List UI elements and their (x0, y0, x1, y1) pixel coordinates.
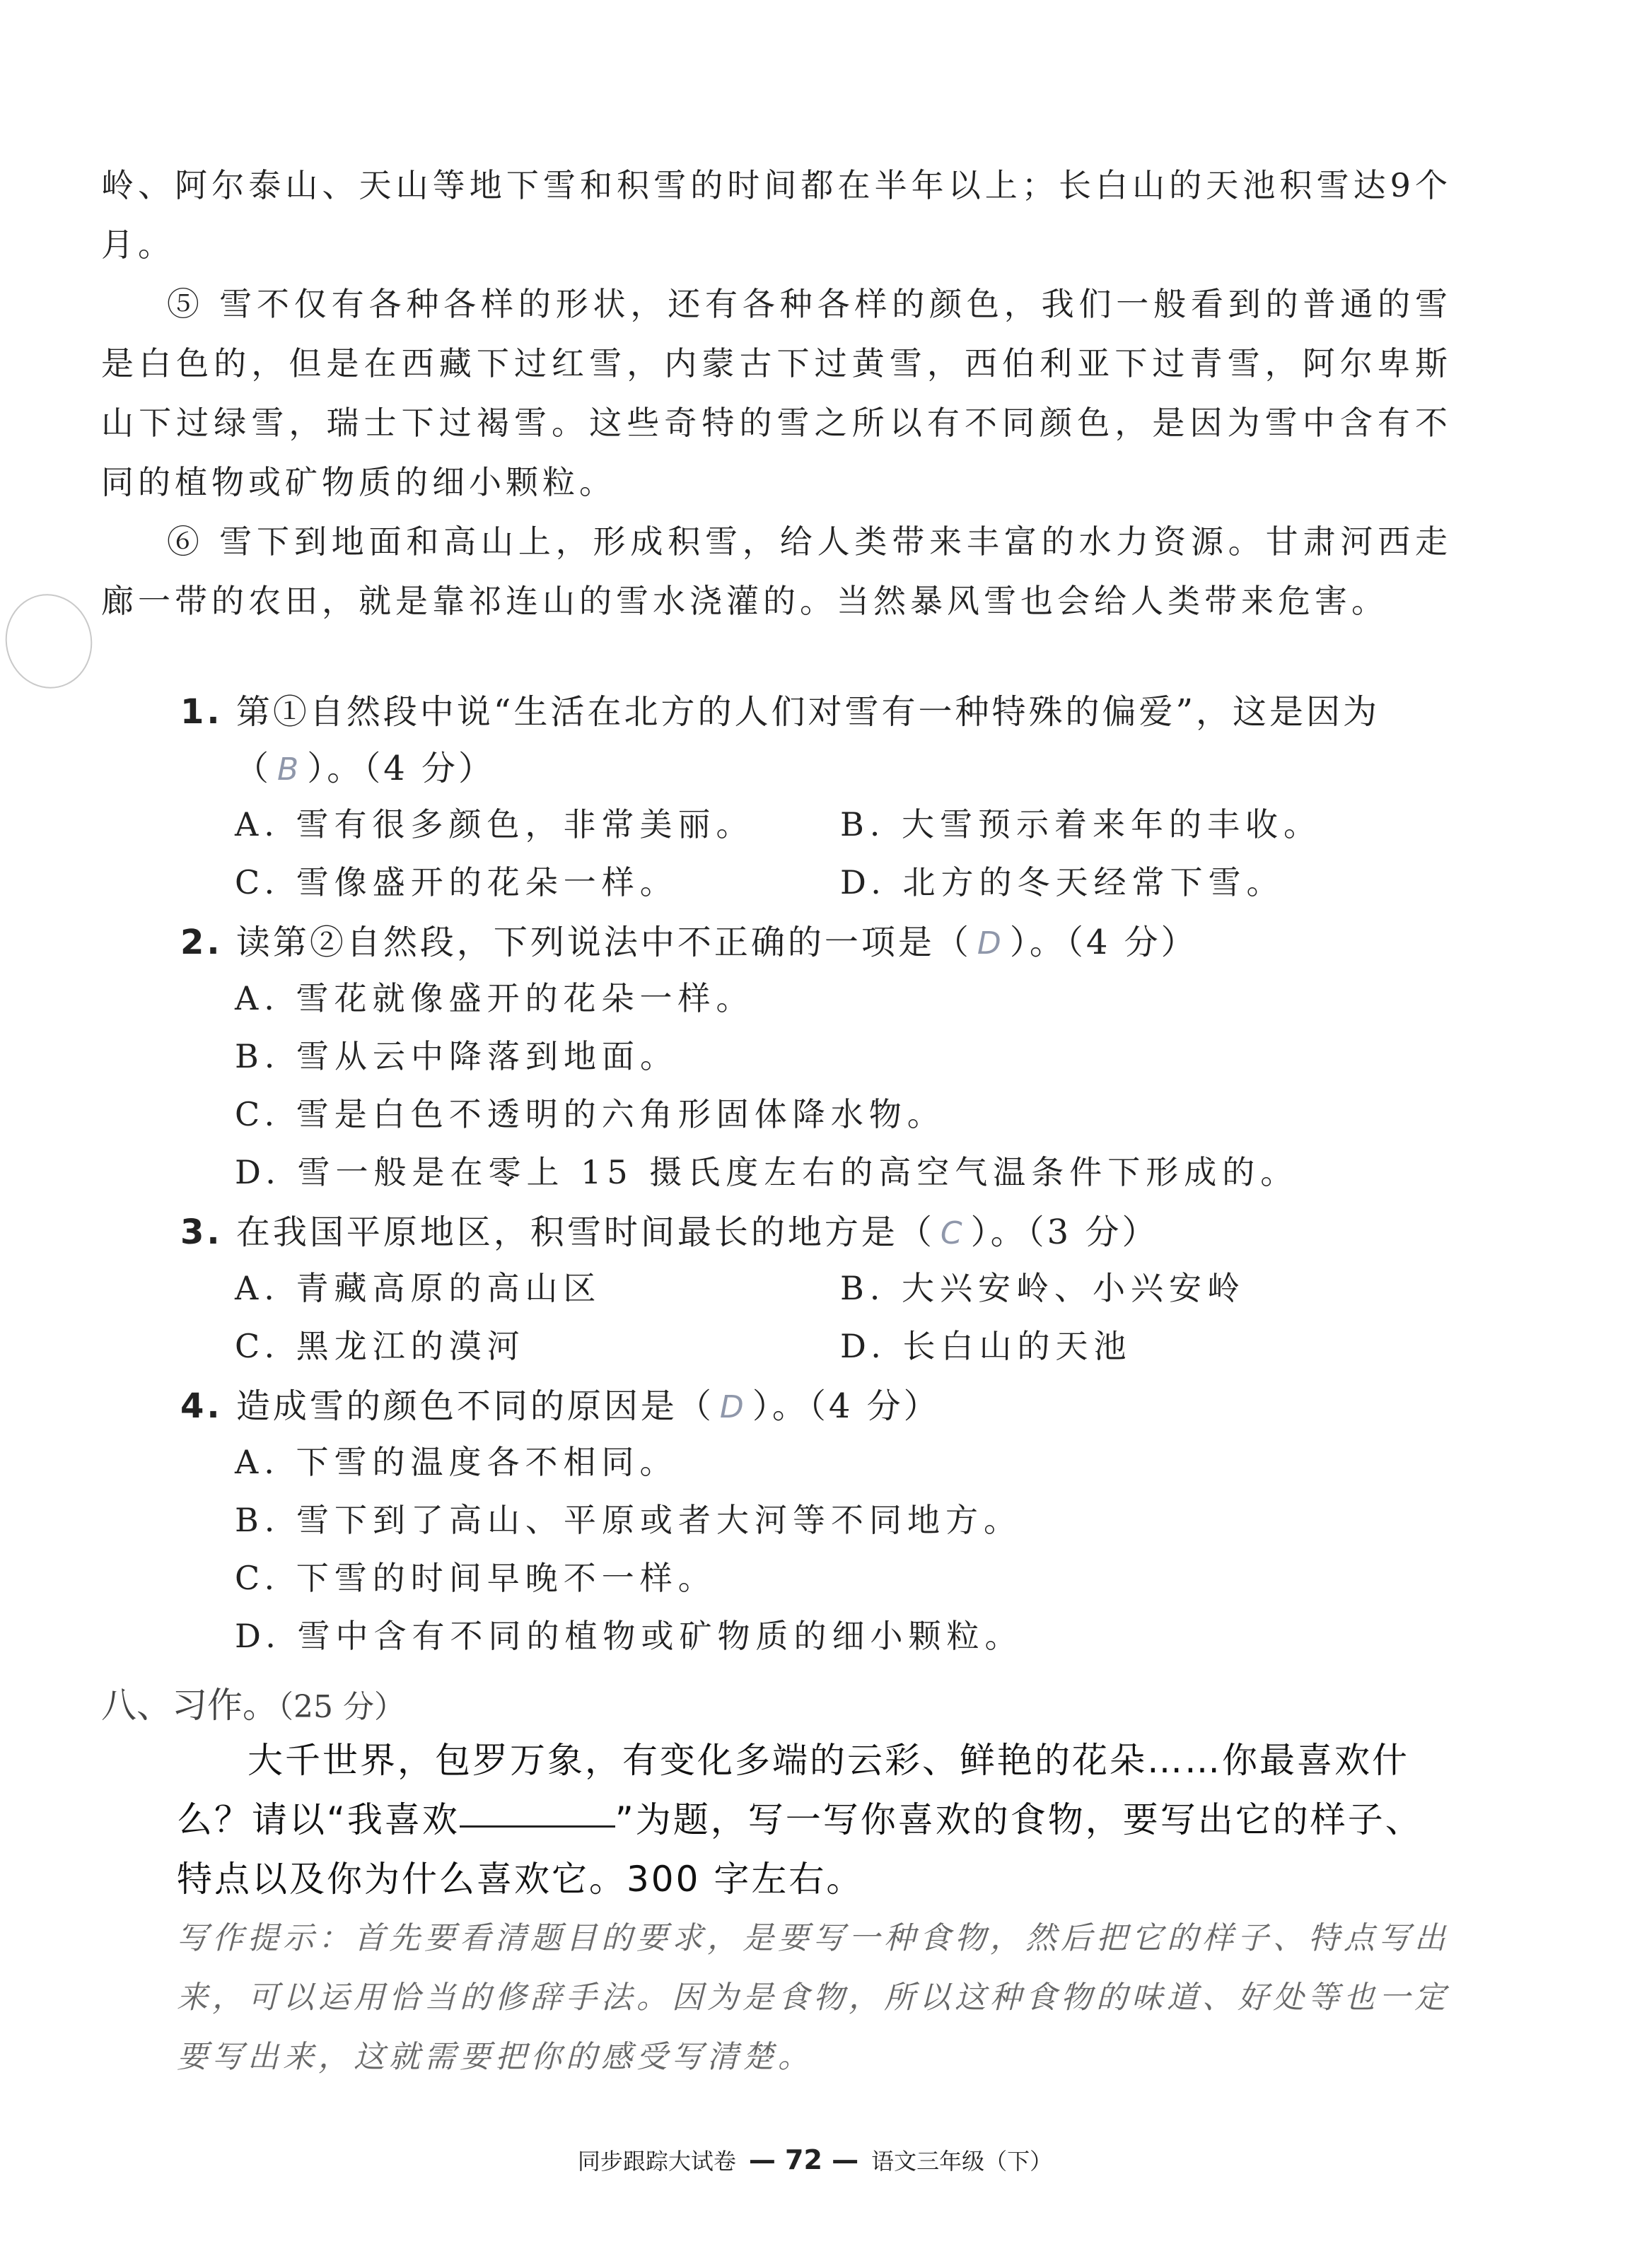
handwritten-answer: D (977, 925, 1004, 961)
passage-paragraph-6: ⑥ 雪下到地面和高山上，形成积雪，给人类带来丰富的水力资源。甘肃河西走廊一带的农田，就是靠祁连山的雪水浇灌的。当然暴风雪也会给人类带来危害。 (101, 522, 1452, 620)
q1-option-b: B. 大雪预示着来年的丰收。 (840, 805, 1322, 843)
q2-option-c: C. 雪是白色不透明的六角形固体降水物。 (235, 1095, 945, 1133)
writing-tip: 写作提示：首先要看清题目的要求，是要写一种食物，然后把它的样子、特点写出来，可以运用恰当的修辞手法。因为是食物，所以这种食物的味道、好处等也一定要写出来，这就需要把你的感受写清楚。 (177, 1920, 1450, 2075)
passage-continuation: 岭、阿尔泰山、天山等地下雪和积雪的时间都在半年以上；长白山的天池积雪达9个月。 (101, 166, 1452, 264)
question-3-stem: 3. 在我国平原地区，积雪时间最长的地方是（ C ）。（3 分） (180, 1212, 1159, 1252)
handwritten-answer: D (719, 1389, 747, 1425)
page-footer (0, 2144, 1630, 2176)
q3-option-d: D. 长白山的天池 (840, 1327, 1132, 1365)
question-2-stem: 2. 读第②自然段，下列说法中不正确的一项是（ D ）。（4 分） (180, 923, 1198, 962)
section-heading-composition: 八、习作。（25 分） (101, 1685, 405, 1726)
page-number: — 72 — (748, 2144, 859, 2175)
question-1-answer-line: （ B ）。（4 分） (235, 749, 496, 788)
handwritten-answer: B (277, 752, 302, 788)
title-blank-line (460, 1825, 615, 1828)
q3-option-a: A. 青藏高原的高山区 (235, 1269, 602, 1307)
q4-option-c: C. 下雪的时间早晚不一样。 (235, 1559, 716, 1597)
question-1-stem: 1. 第①自然段中说“生活在北方的人们对雪有一种特殊的偏爱”，这是因为 (180, 692, 1380, 732)
footer-book-title: 同步跟踪大试卷 (577, 2148, 736, 2175)
passage-paragraph-5: ⑤ 雪不仅有各种各样的形状，还有各种各样的颜色，我们一般看到的普通的雪是白色的，但是在西藏下过红雪，内蒙古下过黄雪，西伯利亚下过青雪，阿尔卑斯山下过绿雪，瑞士下过褐雪。这些奇特的雪之所以有不同颜色，是因为雪中含有不同的植物或矿物质的细小颗粒。 (101, 285, 1452, 501)
handwritten-answer: C (940, 1215, 965, 1251)
q1-option-c: C. 雪像盛开的花朵一样。 (235, 863, 678, 901)
q3-option-c: C. 黑龙江的漠河 (235, 1327, 525, 1365)
q4-option-d: D. 雪中含有不同的植物或矿物质的细小颗粒。 (235, 1617, 1023, 1655)
q1-option-a: A. 雪有很多颜色，非常美丽。 (235, 805, 755, 843)
q3-option-b: B. 大兴安岭、小兴安岭 (840, 1269, 1246, 1307)
question-4-stem: 4. 造成雪的颜色不同的原因是（ D ）。（4 分） (180, 1386, 941, 1426)
q2-option-d: D. 雪一般是在零上 15 摄氏度左右的高空气温条件下形成的。 (235, 1153, 1299, 1191)
q1-option-d: D. 北方的冬天经常下雪。 (840, 863, 1285, 901)
q4-option-a: A. 下雪的温度各不相同。 (235, 1443, 678, 1481)
q2-option-a: A. 雪花就像盛开的花朵一样。 (235, 979, 755, 1017)
faint-stamp-mark (0, 586, 101, 696)
footer-subject: 语文三年级（下） (871, 2148, 1053, 2175)
q2-option-b: B. 雪从云中降落到地面。 (235, 1037, 679, 1075)
composition-prompt: 大千世界，包罗万象，有变化多端的云彩、鲜艳的花朵……你最喜欢什么？请以“我喜欢 ”为题，写一写你喜欢的食物，要写出它的样子、特点以及你为什么喜欢它。300 字左右。 (177, 1740, 1423, 1900)
q4-option-b: B. 雪下到了高山、平原或者大河等不同地方。 (235, 1501, 1023, 1539)
